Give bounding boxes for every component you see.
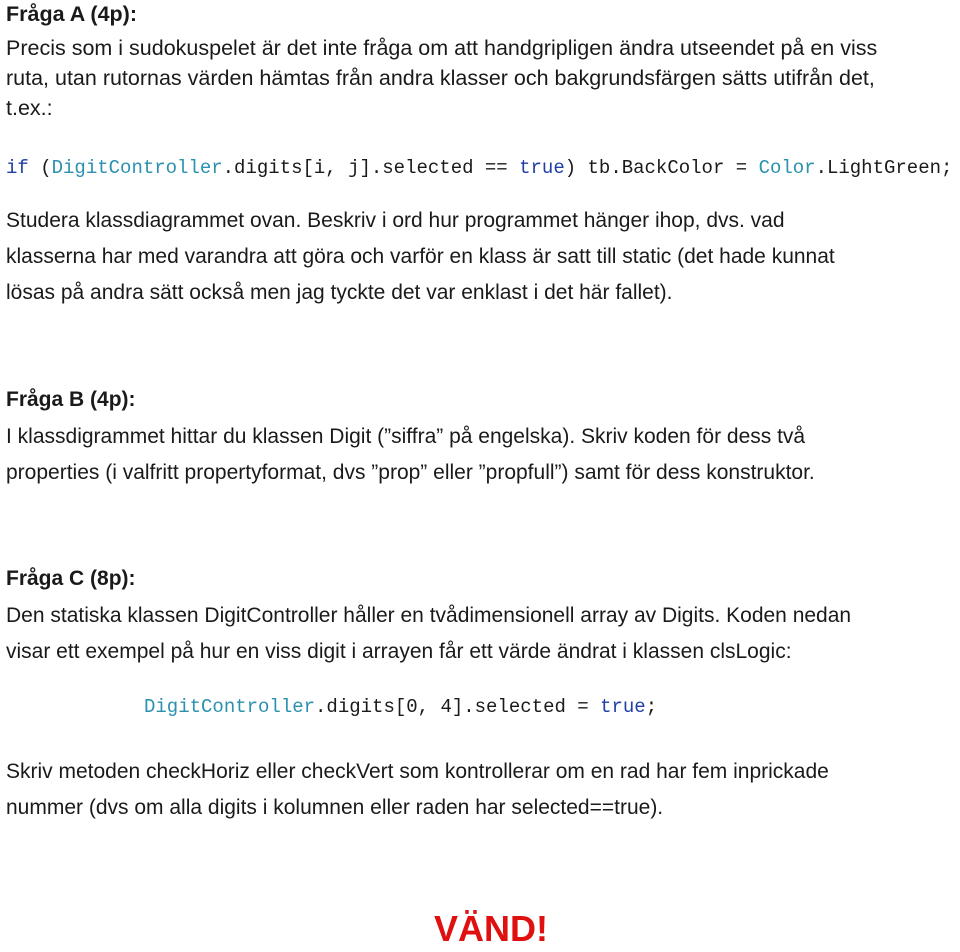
code-selected-compare: .digits[i, j].selected == xyxy=(222,157,520,179)
code-semicolon: ; xyxy=(645,696,658,718)
question-a-body-line-2: klasserna har med varandra att göra och varför en klass är satt till static (det hade kunnat xyxy=(6,245,835,268)
question-a-body-line-3: lösas på andra sätt också men jag tyckte det var enklast i det här fallet). xyxy=(6,281,673,304)
question-b-body-line-1: I klassdigrammet hittar du klassen Digit (”siffra” på engelska). Skriv koden för dess två xyxy=(6,425,806,448)
question-b-body-line-2: properties (i valfritt propertyformat, dvs ”prop” eller ”propfull”) samt för dess konstruktor. xyxy=(6,461,815,484)
code-type-digitcontroller: DigitController xyxy=(144,696,316,718)
code-type-digitcontroller: DigitController xyxy=(51,157,223,179)
code-keyword-true: true xyxy=(519,157,565,179)
code-type-color: Color xyxy=(758,157,816,179)
question-c-body-line-2: visar ett exempel på hur en viss digit i arrayen får ett värde ändrat i klassen clsLogic: xyxy=(6,640,792,663)
turn-page-label: VÄND! xyxy=(434,908,548,949)
question-c-task-line-2: nummer (dvs om alla digits i kolumnen eller raden har selected==true). xyxy=(6,796,664,819)
question-c-task-line-1: Skriv metoden checkHoriz eller checkVert som kontrollerar om en rad har fem inprickade xyxy=(6,760,829,783)
question-b-heading: Fråga B (4p): xyxy=(6,388,136,411)
question-a-body-line-1: Studera klassdiagrammet ovan. Beskriv i ord hur programmet hänger ihop, dvs. vad xyxy=(6,209,785,232)
question-c-heading: Fråga C (8p): xyxy=(6,567,136,590)
question-a-code-line xyxy=(6,157,952,179)
question-c-code-line xyxy=(144,696,657,718)
code-digits-selected: .digits[0, 4].selected = xyxy=(315,696,601,718)
code-lightgreen: .LightGreen; xyxy=(815,157,953,179)
code-keyword-true: true xyxy=(600,696,646,718)
question-a-intro-line-3: t.ex.: xyxy=(6,96,53,120)
code-open-paren: ( xyxy=(28,157,52,179)
question-a-intro-line-2: ruta, utan rutornas värden hämtas från andra klasser och bakgrundsfärgen sätts utifrån det, xyxy=(6,66,875,90)
question-a-heading: Fråga A (4p): xyxy=(6,2,137,26)
code-keyword-if: if xyxy=(6,157,29,179)
question-a-intro-line-1: Precis som i sudokuspelet är det inte fråga om att handgripligen ändra utseendet på en viss xyxy=(6,36,878,60)
code-backcolor-assign: ) tb.BackColor = xyxy=(564,157,759,179)
question-c-body-line-1: Den statiska klassen DigitController håller en tvådimensionell array av Digits. Koden nedan xyxy=(6,604,852,627)
